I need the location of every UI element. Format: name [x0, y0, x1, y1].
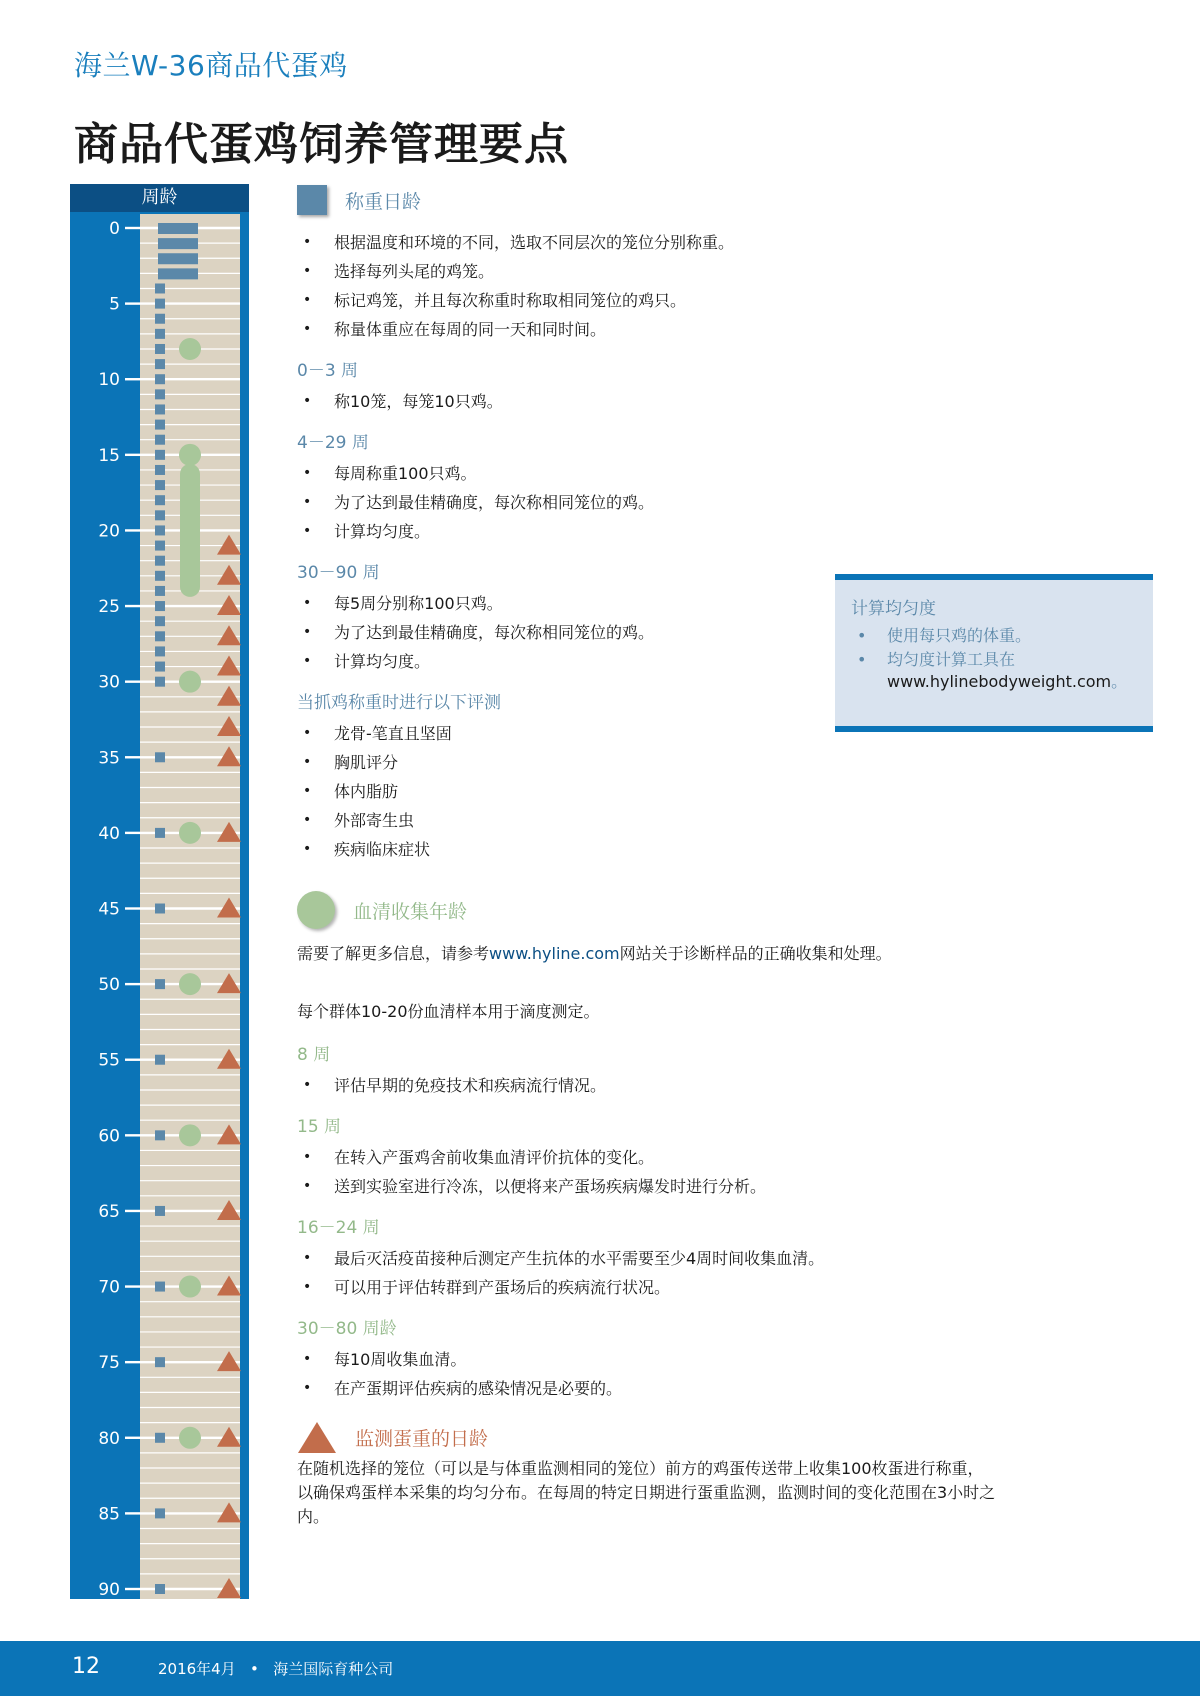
- weigh-marker-daily: [158, 223, 198, 234]
- weigh-marker-weekly: [155, 374, 165, 384]
- egg-weight-paragraph: 在随机选择的笼位（可以是与体重监测相同的笼位）前方的鸡蛋传送带上收集100枚蛋进行称重，以确保鸡蛋样本采集的均匀分布。在每周的特定日期进行蛋重监测，监测时间的变化范围在3小时之内。: [297, 1459, 996, 1526]
- weigh-marker: [155, 1055, 165, 1065]
- weigh-marker: [155, 1130, 165, 1140]
- weigh-marker-weekly: [155, 662, 165, 672]
- serum-group-label: 16－24 周: [297, 1218, 380, 1238]
- serum-range-bar: [180, 464, 200, 597]
- weigh-marker-weekly: [155, 450, 165, 460]
- week-label: 70: [98, 1277, 120, 1298]
- weigh-marker-weekly: [155, 571, 165, 581]
- week-label: 20: [98, 521, 120, 542]
- serum-group-bullets: [297, 1345, 1017, 1403]
- week-label: 65: [98, 1201, 120, 1222]
- serum-info-text: 网站关于诊断样品的正确收集和处理。: [619, 944, 892, 963]
- week-label: 5: [109, 294, 120, 315]
- week-label: 10: [98, 370, 120, 391]
- week-label: 45: [98, 899, 120, 920]
- weighing-group-label: 0－3 周: [297, 361, 359, 381]
- weigh-marker-weekly: [155, 495, 165, 505]
- footer-company: 海兰国际育种公司: [273, 1660, 394, 1678]
- weighing-group-bullets: [297, 459, 1017, 546]
- serum-sample-paragraph: 每个群体10-20份血清样本用于滴度测定。: [297, 1002, 600, 1021]
- weigh-marker: [155, 904, 165, 914]
- serum-marker: [179, 338, 201, 360]
- main-content: [297, 180, 1017, 1529]
- week-label: 85: [98, 1504, 120, 1525]
- triangle-marker-icon: [297, 1420, 337, 1454]
- list-item: • 可以用于评估转群到产蛋场后的疾病流行状况。: [297, 1273, 1017, 1302]
- weigh-marker-weekly: [155, 465, 165, 475]
- serum-marker: [179, 1124, 201, 1146]
- serum-group-bullets: [297, 1143, 1017, 1201]
- list-item: • 标记鸡笼，并且每次称重时称取相同笼位的鸡只。: [297, 286, 1017, 315]
- weighing-group-bullets: [297, 387, 1017, 416]
- hyline-link[interactable]: www.hyline.com: [489, 944, 620, 963]
- timeline-chart: [70, 184, 249, 1599]
- weighing-section-header: [297, 180, 1017, 220]
- egg-weight-heading: 监测蛋重的日龄: [355, 1427, 489, 1450]
- uniformity-tool-suffix: 。: [1111, 672, 1128, 691]
- list-item: • 为了达到最佳精确度，每次称相同笼位的鸡。: [297, 488, 1017, 517]
- weigh-marker-weekly: [155, 616, 165, 626]
- serum-marker: [179, 671, 201, 693]
- weigh-marker-weekly: [155, 525, 165, 535]
- weigh-marker-weekly: [155, 314, 165, 324]
- weigh-marker-weekly: [155, 435, 165, 445]
- week-label: 50: [98, 975, 120, 996]
- weigh-marker-weekly: [155, 601, 165, 611]
- serum-group-label: 15 周: [297, 1117, 342, 1137]
- bodyweight-link[interactable]: www.hylinebodyweight.com: [887, 672, 1112, 691]
- list-item: • 计算均匀度。: [297, 517, 1017, 546]
- serum-info-text: 需要了解更多信息，请参考: [297, 944, 490, 963]
- uniformity-box: [835, 574, 1153, 732]
- square-marker-icon: [297, 185, 327, 215]
- list-item: • 每周称重100只鸡。: [297, 459, 1017, 488]
- weigh-marker-weekly: [155, 404, 165, 414]
- serum-group-bullets: [297, 1071, 1017, 1100]
- weigh-marker-weekly: [155, 510, 165, 520]
- serum-marker: [179, 973, 201, 995]
- weigh-marker-weekly: [155, 329, 165, 339]
- page-footer: [0, 1641, 1200, 1696]
- weigh-marker-weekly: [155, 677, 165, 687]
- weigh-marker-weekly: [155, 556, 165, 566]
- list-item: • 称量体重应在每周的同一天和同时间。: [297, 315, 1017, 344]
- list-item: • 龙骨-笔直且坚固: [297, 719, 1017, 748]
- uniformity-title: 计算均匀度: [851, 599, 936, 619]
- weigh-marker: [155, 828, 165, 838]
- weigh-marker-daily: [158, 268, 198, 279]
- list-item: • 送到实验室进行冷冻，以便将来产蛋场疾病爆发时进行分析。: [297, 1172, 1017, 1201]
- footer-date: 2016年4月: [158, 1660, 236, 1678]
- list-item: • 使用每只鸡的体重。: [851, 625, 1137, 647]
- weigh-marker-weekly: [155, 283, 165, 293]
- weighing-group-label: 当抓鸡称重时进行以下评测: [297, 693, 501, 713]
- serum-group-bullets: [297, 1244, 1017, 1302]
- page-title: 商品代蛋鸡饲养管理要点: [74, 119, 569, 170]
- weigh-marker-weekly: [155, 631, 165, 641]
- week-label: 90: [98, 1580, 120, 1599]
- brand-title: 海兰W-36商品代蛋鸡: [74, 49, 348, 82]
- circle-marker-icon: [297, 891, 335, 929]
- weigh-marker-weekly: [155, 541, 165, 551]
- week-label: 75: [98, 1353, 120, 1374]
- weigh-marker-weekly: [155, 359, 165, 369]
- serum-marker: [179, 822, 201, 844]
- weigh-marker: [155, 752, 165, 762]
- list-item: [851, 649, 1137, 693]
- weigh-marker: [155, 1357, 165, 1367]
- week-timeline: [70, 184, 249, 1599]
- week-label: 35: [98, 748, 120, 769]
- weighing-group-label: 30－90 周: [297, 563, 380, 583]
- weighing-heading: 称重日龄: [345, 190, 422, 213]
- serum-marker: [179, 444, 201, 466]
- weigh-marker: [155, 1584, 165, 1594]
- list-item: • 在转入产蛋鸡舍前收集血清评价抗体的变化。: [297, 1143, 1017, 1172]
- list-item: • 每10周收集血清。: [297, 1345, 1017, 1374]
- weighing-group-bullets: [297, 719, 1017, 864]
- weigh-marker: [155, 1282, 165, 1292]
- list-item: • 根据温度和环境的不同，选取不同层次的笼位分别称重。: [297, 228, 1017, 257]
- list-item: • 称10笼，每笼10只鸡。: [297, 387, 1017, 416]
- week-label: 55: [98, 1050, 120, 1071]
- weigh-marker: [155, 1508, 165, 1518]
- list-item: • 计算均匀度。: [297, 647, 1017, 676]
- weighing-bullets: [297, 228, 1017, 344]
- weigh-marker-weekly: [155, 299, 165, 309]
- serum-group-label: 8 周: [297, 1045, 331, 1065]
- weigh-marker: [155, 1206, 165, 1216]
- serum-heading: 血清收集年龄: [353, 900, 468, 923]
- list-item: • 评估早期的免疫技术和疾病流行情况。: [297, 1071, 1017, 1100]
- serum-section-header: [297, 890, 1017, 930]
- list-item: • 最后灭活疫苗接种后测定产生抗体的水平需要至少4周时间收集血清。: [297, 1244, 1017, 1273]
- week-label: 60: [98, 1126, 120, 1147]
- weigh-marker: [155, 979, 165, 989]
- week-label: 25: [98, 597, 120, 618]
- weigh-marker-daily: [158, 253, 198, 264]
- weigh-marker-weekly: [155, 586, 165, 596]
- week-label: 30: [98, 672, 120, 693]
- list-item: • 体内脂肪: [297, 777, 1017, 806]
- list-item: • 选择每列头尾的鸡笼。: [297, 257, 1017, 286]
- weigh-marker-weekly: [155, 344, 165, 354]
- page-number: 12: [72, 1654, 100, 1679]
- week-label: 0: [109, 219, 120, 239]
- footer-meta: [158, 1658, 393, 1679]
- list-item: • 疾病临床症状: [297, 835, 1017, 864]
- weighing-group-label: 4－29 周: [297, 433, 369, 453]
- footer-separator: •: [250, 1660, 259, 1678]
- serum-info-paragraph: [297, 942, 1017, 966]
- list-item: • 在产蛋期评估疾病的感染情况是必要的。: [297, 1374, 1017, 1403]
- timeline-heading: 周龄: [70, 184, 249, 212]
- week-label: 15: [98, 445, 120, 466]
- list-item: • 每5周分别称100只鸡。: [297, 589, 1017, 618]
- list-item: • 胸肌评分: [297, 748, 1017, 777]
- serum-group-label: 30－80 周龄: [297, 1319, 397, 1339]
- serum-marker: [179, 1276, 201, 1298]
- weigh-marker-weekly: [155, 480, 165, 490]
- weigh-marker: [155, 1433, 165, 1443]
- list-item: • 外部寄生虫: [297, 806, 1017, 835]
- egg-weight-section-header: [297, 1417, 1017, 1457]
- list-item: • 为了达到最佳精确度，每次称相同笼位的鸡。: [297, 618, 1017, 647]
- weigh-marker-daily: [158, 238, 198, 249]
- uniformity-tool-text: 均匀度计算工具在: [887, 650, 1016, 669]
- weigh-marker-weekly: [155, 389, 165, 399]
- weigh-marker-weekly: [155, 420, 165, 430]
- serum-marker: [179, 1427, 201, 1449]
- weigh-marker-weekly: [155, 646, 165, 656]
- week-label: 40: [98, 823, 120, 844]
- week-label: 80: [98, 1428, 120, 1449]
